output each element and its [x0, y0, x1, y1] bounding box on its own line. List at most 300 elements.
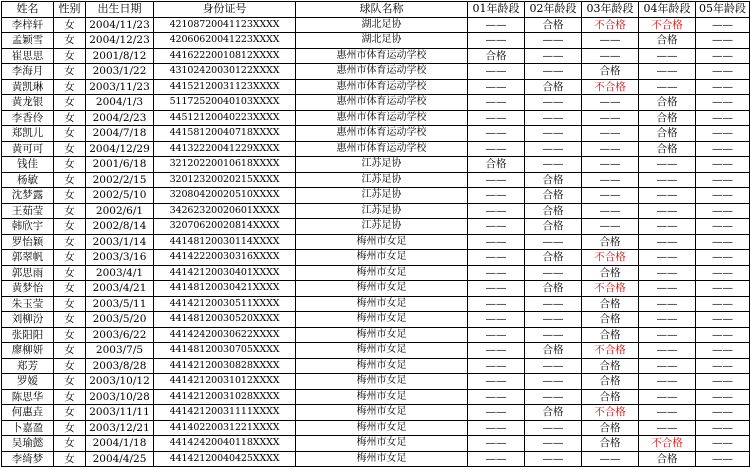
cell-age-group-05: —— — [696, 250, 750, 266]
cell-age-group-05: —— — [696, 436, 750, 452]
cell-age-group-01: —— — [468, 17, 525, 33]
cell-name: 郑凯儿 — [2, 126, 54, 142]
cell-id-number: 44142120031111XXXX — [154, 405, 296, 421]
cell-age-group-02: —— — [525, 312, 582, 328]
cell-name: 郭思雨 — [2, 265, 54, 281]
cell-age-group-02: —— — [525, 126, 582, 142]
table-row — [2, 327, 750, 343]
cell-age-group-05: —— — [696, 343, 750, 359]
cell-age-group-01: —— — [468, 296, 525, 312]
header-gender: 性别 — [54, 2, 86, 18]
table-row — [2, 79, 750, 95]
cell-name: 罗怡颖 — [2, 234, 54, 250]
cell-age-group-03: 合格 — [582, 265, 639, 281]
cell-birthdate: 2003/1/22 — [86, 64, 154, 80]
cell-age-group-01: —— — [468, 219, 525, 235]
cell-age-group-01: 合格 — [468, 157, 525, 173]
cell-age-group-05: —— — [696, 48, 750, 64]
cell-name: 朱玉莹 — [2, 296, 54, 312]
cell-birthdate: 2003/3/16 — [86, 250, 154, 266]
cell-name: 沈梦露 — [2, 188, 54, 204]
cell-age-group-03: —— — [582, 451, 639, 467]
cell-gender: 女 — [54, 48, 86, 64]
cell-name: 李海月 — [2, 64, 54, 80]
cell-id-number: 44142120031012XXXX — [154, 374, 296, 390]
cell-age-group-04: —— — [639, 48, 696, 64]
cell-age-group-02: —— — [525, 451, 582, 467]
cell-age-group-01: —— — [468, 327, 525, 343]
cell-age-group-01: —— — [468, 234, 525, 250]
cell-id-number: 43102420030122XXXX — [154, 64, 296, 80]
cell-age-group-01: —— — [468, 203, 525, 219]
cell-id-number: 44158120040718XXXX — [154, 126, 296, 142]
cell-birthdate: 2003/10/28 — [86, 389, 154, 405]
cell-age-group-01: —— — [468, 110, 525, 126]
cell-age-group-05: —— — [696, 110, 750, 126]
cell-name: 何惠垚 — [2, 405, 54, 421]
cell-birthdate: 2003/10/12 — [86, 374, 154, 390]
cell-team: 梅州市女足 — [296, 265, 468, 281]
cell-gender: 女 — [54, 374, 86, 390]
cell-gender: 女 — [54, 265, 86, 281]
cell-age-group-04: —— — [639, 358, 696, 374]
cell-age-group-04: —— — [639, 157, 696, 173]
cell-team: 湖北足协 — [296, 33, 468, 49]
cell-gender: 女 — [54, 157, 86, 173]
cell-age-group-03: —— — [582, 203, 639, 219]
cell-name: 卜嘉盈 — [2, 420, 54, 436]
cell-age-group-04: 合格 — [639, 126, 696, 142]
cell-team: 江苏足协 — [296, 219, 468, 235]
cell-birthdate: 2002/6/1 — [86, 203, 154, 219]
cell-age-group-05: —— — [696, 405, 750, 421]
cell-name: 黄凯琳 — [2, 79, 54, 95]
cell-name: 黄可可 — [2, 141, 54, 157]
cell-age-group-04: —— — [639, 281, 696, 297]
cell-birthdate: 2004/1/18 — [86, 436, 154, 452]
cell-id-number: 44142420030622XXXX — [154, 327, 296, 343]
cell-age-group-03: 不合格 — [582, 250, 639, 266]
cell-age-group-01: —— — [468, 172, 525, 188]
cell-gender: 女 — [54, 296, 86, 312]
cell-gender: 女 — [54, 312, 86, 328]
table-row — [2, 126, 750, 142]
cell-age-group-01: —— — [468, 79, 525, 95]
cell-gender: 女 — [54, 79, 86, 95]
cell-name: 黄梦怡 — [2, 281, 54, 297]
cell-age-group-04: —— — [639, 265, 696, 281]
cell-age-group-02: —— — [525, 234, 582, 250]
cell-gender: 女 — [54, 126, 86, 142]
cell-age-group-02: —— — [525, 157, 582, 173]
cell-age-group-04: —— — [639, 64, 696, 80]
cell-age-group-03: 合格 — [582, 327, 639, 343]
header-birthdate: 出生日期 — [86, 2, 154, 18]
cell-name: 吴瑜懿 — [2, 436, 54, 452]
cell-age-group-02: 合格 — [525, 79, 582, 95]
cell-birthdate: 2003/8/28 — [86, 358, 154, 374]
table-row — [2, 312, 750, 328]
cell-age-group-02: —— — [525, 265, 582, 281]
cell-team: 惠州市体育运动学校 — [296, 64, 468, 80]
cell-age-group-03: —— — [582, 219, 639, 235]
cell-team: 梅州市女足 — [296, 327, 468, 343]
cell-birthdate: 2003/4/1 — [86, 265, 154, 281]
cell-team: 惠州市体育运动学校 — [296, 95, 468, 111]
cell-age-group-04: —— — [639, 188, 696, 204]
table-row — [2, 188, 750, 204]
cell-birthdate: 2003/7/5 — [86, 343, 154, 359]
cell-gender: 女 — [54, 327, 86, 343]
cell-name: 李香伶 — [2, 110, 54, 126]
cell-age-group-02: 合格 — [525, 343, 582, 359]
cell-age-group-01: —— — [468, 188, 525, 204]
header-name: 姓名 — [2, 2, 54, 18]
cell-gender: 女 — [54, 219, 86, 235]
cell-team: 梅州市女足 — [296, 358, 468, 374]
header-age-group-05: 05年龄段 — [696, 2, 750, 18]
cell-age-group-02: 合格 — [525, 405, 582, 421]
cell-name: 钱佳 — [2, 157, 54, 173]
cell-age-group-05: —— — [696, 79, 750, 95]
cell-age-group-03: —— — [582, 188, 639, 204]
cell-age-group-02: —— — [525, 436, 582, 452]
cell-age-group-05: —— — [696, 451, 750, 467]
cell-age-group-05: —— — [696, 312, 750, 328]
cell-id-number: 42108720041123XXXX — [154, 17, 296, 33]
cell-name: 廖柳妍 — [2, 343, 54, 359]
cell-age-group-03: —— — [582, 48, 639, 64]
table-row — [2, 374, 750, 390]
cell-age-group-02: 合格 — [525, 203, 582, 219]
cell-id-number: 34262320020601XXXX — [154, 203, 296, 219]
cell-age-group-05: —— — [696, 33, 750, 49]
cell-age-group-04: 合格 — [639, 33, 696, 49]
cell-id-number: 44148120030114XXXX — [154, 234, 296, 250]
cell-name: 刘柳汾 — [2, 312, 54, 328]
cell-id-number: 44142120030828XXXX — [154, 358, 296, 374]
cell-age-group-02: 合格 — [525, 172, 582, 188]
cell-id-number: 44142120031028XXXX — [154, 389, 296, 405]
cell-team: 梅州市女足 — [296, 374, 468, 390]
cell-age-group-03: 合格 — [582, 374, 639, 390]
cell-age-group-05: —— — [696, 219, 750, 235]
cell-age-group-04: 合格 — [639, 451, 696, 467]
cell-age-group-05: —— — [696, 374, 750, 390]
cell-age-group-03: 不合格 — [582, 343, 639, 359]
cell-birthdate: 2002/2/15 — [86, 172, 154, 188]
cell-age-group-02: —— — [525, 358, 582, 374]
cell-name: 郭翠帆 — [2, 250, 54, 266]
cell-id-number: 44148120030520XXXX — [154, 312, 296, 328]
cell-name: 郑芳 — [2, 358, 54, 374]
table-row — [2, 219, 750, 235]
cell-gender: 女 — [54, 110, 86, 126]
cell-age-group-04: 不合格 — [639, 17, 696, 33]
cell-age-group-05: —— — [696, 296, 750, 312]
cell-age-group-03: —— — [582, 157, 639, 173]
cell-age-group-03: 合格 — [582, 389, 639, 405]
cell-team: 梅州市女足 — [296, 296, 468, 312]
cell-age-group-02: —— — [525, 296, 582, 312]
cell-team: 惠州市体育运动学校 — [296, 48, 468, 64]
cell-age-group-03: 合格 — [582, 234, 639, 250]
cell-team: 梅州市女足 — [296, 234, 468, 250]
cell-age-group-03: 不合格 — [582, 17, 639, 33]
cell-age-group-01: —— — [468, 64, 525, 80]
cell-team: 梅州市女足 — [296, 405, 468, 421]
cell-age-group-01: —— — [468, 312, 525, 328]
cell-age-group-01: —— — [468, 343, 525, 359]
cell-gender: 女 — [54, 172, 86, 188]
cell-age-group-03: 不合格 — [582, 79, 639, 95]
cell-age-group-03: 不合格 — [582, 405, 639, 421]
cell-birthdate: 2001/8/12 — [86, 48, 154, 64]
cell-birthdate: 2004/2/23 — [86, 110, 154, 126]
cell-name: 杨敏 — [2, 172, 54, 188]
cell-gender: 女 — [54, 451, 86, 467]
cell-age-group-05: —— — [696, 327, 750, 343]
cell-age-group-02: —— — [525, 48, 582, 64]
cell-age-group-04: —— — [639, 420, 696, 436]
cell-age-group-05: —— — [696, 157, 750, 173]
table-row — [2, 389, 750, 405]
cell-age-group-02: 合格 — [525, 219, 582, 235]
cell-age-group-04: —— — [639, 79, 696, 95]
cell-age-group-02: 合格 — [525, 188, 582, 204]
table-row — [2, 172, 750, 188]
table-row — [2, 250, 750, 266]
cell-age-group-05: —— — [696, 141, 750, 157]
cell-age-group-01: —— — [468, 141, 525, 157]
cell-team: 江苏足协 — [296, 157, 468, 173]
cell-age-group-02: —— — [525, 374, 582, 390]
cell-age-group-04: 合格 — [639, 95, 696, 111]
table-row — [2, 64, 750, 80]
cell-id-number: 44142220030316XXXX — [154, 250, 296, 266]
table-row — [2, 234, 750, 250]
cell-team: 湖北足协 — [296, 17, 468, 33]
table-row — [2, 141, 750, 157]
cell-birthdate: 2003/12/21 — [86, 420, 154, 436]
cell-name: 张阳阳 — [2, 327, 54, 343]
cell-team: 江苏足协 — [296, 203, 468, 219]
cell-name: 李梓轩 — [2, 17, 54, 33]
cell-team: 梅州市女足 — [296, 281, 468, 297]
cell-gender: 女 — [54, 33, 86, 49]
cell-id-number: 44152120031123XXXX — [154, 79, 296, 95]
cell-age-group-01: —— — [468, 374, 525, 390]
cell-id-number: 44148120030421XXXX — [154, 281, 296, 297]
header-age-group-01: 01年龄段 — [468, 2, 525, 18]
cell-age-group-02: —— — [525, 64, 582, 80]
table-row — [2, 157, 750, 173]
header-age-group-04: 04年龄段 — [639, 2, 696, 18]
cell-age-group-04: 合格 — [639, 110, 696, 126]
cell-gender: 女 — [54, 405, 86, 421]
cell-gender: 女 — [54, 420, 86, 436]
cell-age-group-01: —— — [468, 281, 525, 297]
cell-birthdate: 2003/5/20 — [86, 312, 154, 328]
cell-age-group-05: —— — [696, 95, 750, 111]
table-row — [2, 405, 750, 421]
header-id-number: 身份证号 — [154, 2, 296, 18]
cell-birthdate: 2004/12/23 — [86, 33, 154, 49]
table-row — [2, 343, 750, 359]
table-row — [2, 358, 750, 374]
cell-id-number: 44512120040223XXXX — [154, 110, 296, 126]
cell-birthdate: 2002/8/14 — [86, 219, 154, 235]
table-row — [2, 420, 750, 436]
cell-age-group-01: —— — [468, 436, 525, 452]
table-body — [2, 17, 750, 467]
cell-team: 梅州市女足 — [296, 343, 468, 359]
cell-age-group-05: —— — [696, 234, 750, 250]
cell-age-group-04: —— — [639, 312, 696, 328]
cell-id-number: 44142420040118XXXX — [154, 436, 296, 452]
cell-age-group-03: —— — [582, 126, 639, 142]
cell-age-group-03: 合格 — [582, 64, 639, 80]
cell-birthdate: 2002/5/10 — [86, 188, 154, 204]
cell-age-group-02: 合格 — [525, 281, 582, 297]
cell-age-group-03: —— — [582, 172, 639, 188]
cell-age-group-05: —— — [696, 281, 750, 297]
cell-gender: 女 — [54, 17, 86, 33]
cell-team: 梅州市女足 — [296, 451, 468, 467]
cell-gender: 女 — [54, 95, 86, 111]
cell-birthdate: 2004/7/18 — [86, 126, 154, 142]
cell-birthdate: 2003/6/22 — [86, 327, 154, 343]
table-row — [2, 203, 750, 219]
cell-id-number: 32120220010618XXXX — [154, 157, 296, 173]
table-row — [2, 296, 750, 312]
cell-age-group-05: —— — [696, 358, 750, 374]
table-row — [2, 451, 750, 467]
table-row — [2, 110, 750, 126]
cell-age-group-04: —— — [639, 296, 696, 312]
cell-team: 梅州市女足 — [296, 250, 468, 266]
cell-birthdate: 2003/1/14 — [86, 234, 154, 250]
cell-age-group-03: —— — [582, 141, 639, 157]
cell-name: 韩欣宇 — [2, 219, 54, 235]
table-row — [2, 265, 750, 281]
cell-team: 梅州市女足 — [296, 312, 468, 328]
cell-age-group-03: —— — [582, 33, 639, 49]
cell-age-group-01: —— — [468, 420, 525, 436]
cell-name: 罗嫒 — [2, 374, 54, 390]
cell-gender: 女 — [54, 389, 86, 405]
cell-age-group-01: —— — [468, 126, 525, 142]
cell-birthdate: 2003/5/11 — [86, 296, 154, 312]
cell-birthdate: 2003/11/23 — [86, 79, 154, 95]
cell-id-number: 44142120030401XXXX — [154, 265, 296, 281]
cell-id-number: 32070620020814XXXX — [154, 219, 296, 235]
cell-age-group-02: —— — [525, 389, 582, 405]
cell-age-group-04: —— — [639, 405, 696, 421]
header-age-group-03: 03年龄段 — [582, 2, 639, 18]
cell-age-group-02: —— — [525, 33, 582, 49]
cell-id-number: 42060620041223XXXX — [154, 33, 296, 49]
cell-age-group-04: 不合格 — [639, 436, 696, 452]
cell-name: 陈思华 — [2, 389, 54, 405]
cell-gender: 女 — [54, 141, 86, 157]
cell-age-group-03: 合格 — [582, 436, 639, 452]
cell-gender: 女 — [54, 234, 86, 250]
cell-id-number: 44148120030705XXXX — [154, 343, 296, 359]
cell-id-number: 44132220041229XXXX — [154, 141, 296, 157]
cell-gender: 女 — [54, 436, 86, 452]
cell-age-group-01: —— — [468, 250, 525, 266]
cell-age-group-03: 合格 — [582, 358, 639, 374]
cell-age-group-01: —— — [468, 95, 525, 111]
cell-age-group-03: 不合格 — [582, 281, 639, 297]
cell-name: 孟颖雪 — [2, 33, 54, 49]
table-row — [2, 436, 750, 452]
cell-birthdate: 2004/12/29 — [86, 141, 154, 157]
cell-team: 梅州市女足 — [296, 436, 468, 452]
cell-team: 江苏足协 — [296, 188, 468, 204]
cell-team: 江苏足协 — [296, 172, 468, 188]
cell-name: 王茹莹 — [2, 203, 54, 219]
cell-age-group-02: —— — [525, 420, 582, 436]
cell-age-group-03: 合格 — [582, 420, 639, 436]
cell-age-group-02: —— — [525, 327, 582, 343]
cell-gender: 女 — [54, 250, 86, 266]
cell-age-group-04: —— — [639, 250, 696, 266]
cell-id-number: 44140220031221XXXX — [154, 420, 296, 436]
table-row — [2, 33, 750, 49]
cell-age-group-03: —— — [582, 110, 639, 126]
cell-name: 黄龙银 — [2, 95, 54, 111]
cell-team: 惠州市体育运动学校 — [296, 110, 468, 126]
cell-birthdate: 2004/4/25 — [86, 451, 154, 467]
cell-age-group-02: —— — [525, 141, 582, 157]
cell-gender: 女 — [54, 188, 86, 204]
cell-age-group-03: —— — [582, 95, 639, 111]
cell-age-group-02: 合格 — [525, 250, 582, 266]
cell-gender: 女 — [54, 203, 86, 219]
cell-birthdate: 2001/6/18 — [86, 157, 154, 173]
cell-birthdate: 2003/11/11 — [86, 405, 154, 421]
cell-name: 李绮梦 — [2, 451, 54, 467]
cell-age-group-04: —— — [639, 234, 696, 250]
cell-age-group-05: —— — [696, 265, 750, 281]
cell-birthdate: 2003/4/21 — [86, 281, 154, 297]
cell-team: 惠州市体育运动学校 — [296, 79, 468, 95]
cell-id-number: 32012320020215XXXX — [154, 172, 296, 188]
cell-age-group-01: —— — [468, 451, 525, 467]
cell-id-number: 44142120030511XXXX — [154, 296, 296, 312]
cell-name: 崔思思 — [2, 48, 54, 64]
cell-age-group-04: —— — [639, 374, 696, 390]
cell-age-group-05: —— — [696, 203, 750, 219]
cell-age-group-01: —— — [468, 405, 525, 421]
cell-age-group-04: —— — [639, 343, 696, 359]
cell-age-group-03: 合格 — [582, 312, 639, 328]
cell-age-group-05: —— — [696, 126, 750, 142]
cell-age-group-05: —— — [696, 64, 750, 80]
cell-age-group-04: —— — [639, 172, 696, 188]
header-team: 球队名称 — [296, 2, 468, 18]
cell-age-group-01: —— — [468, 265, 525, 281]
cell-gender: 女 — [54, 281, 86, 297]
table-row — [2, 281, 750, 297]
cell-age-group-01: —— — [468, 389, 525, 405]
cell-age-group-04: —— — [639, 219, 696, 235]
cell-birthdate: 2004/1/3 — [86, 95, 154, 111]
cell-age-group-03: 合格 — [582, 296, 639, 312]
cell-team: 梅州市女足 — [296, 389, 468, 405]
